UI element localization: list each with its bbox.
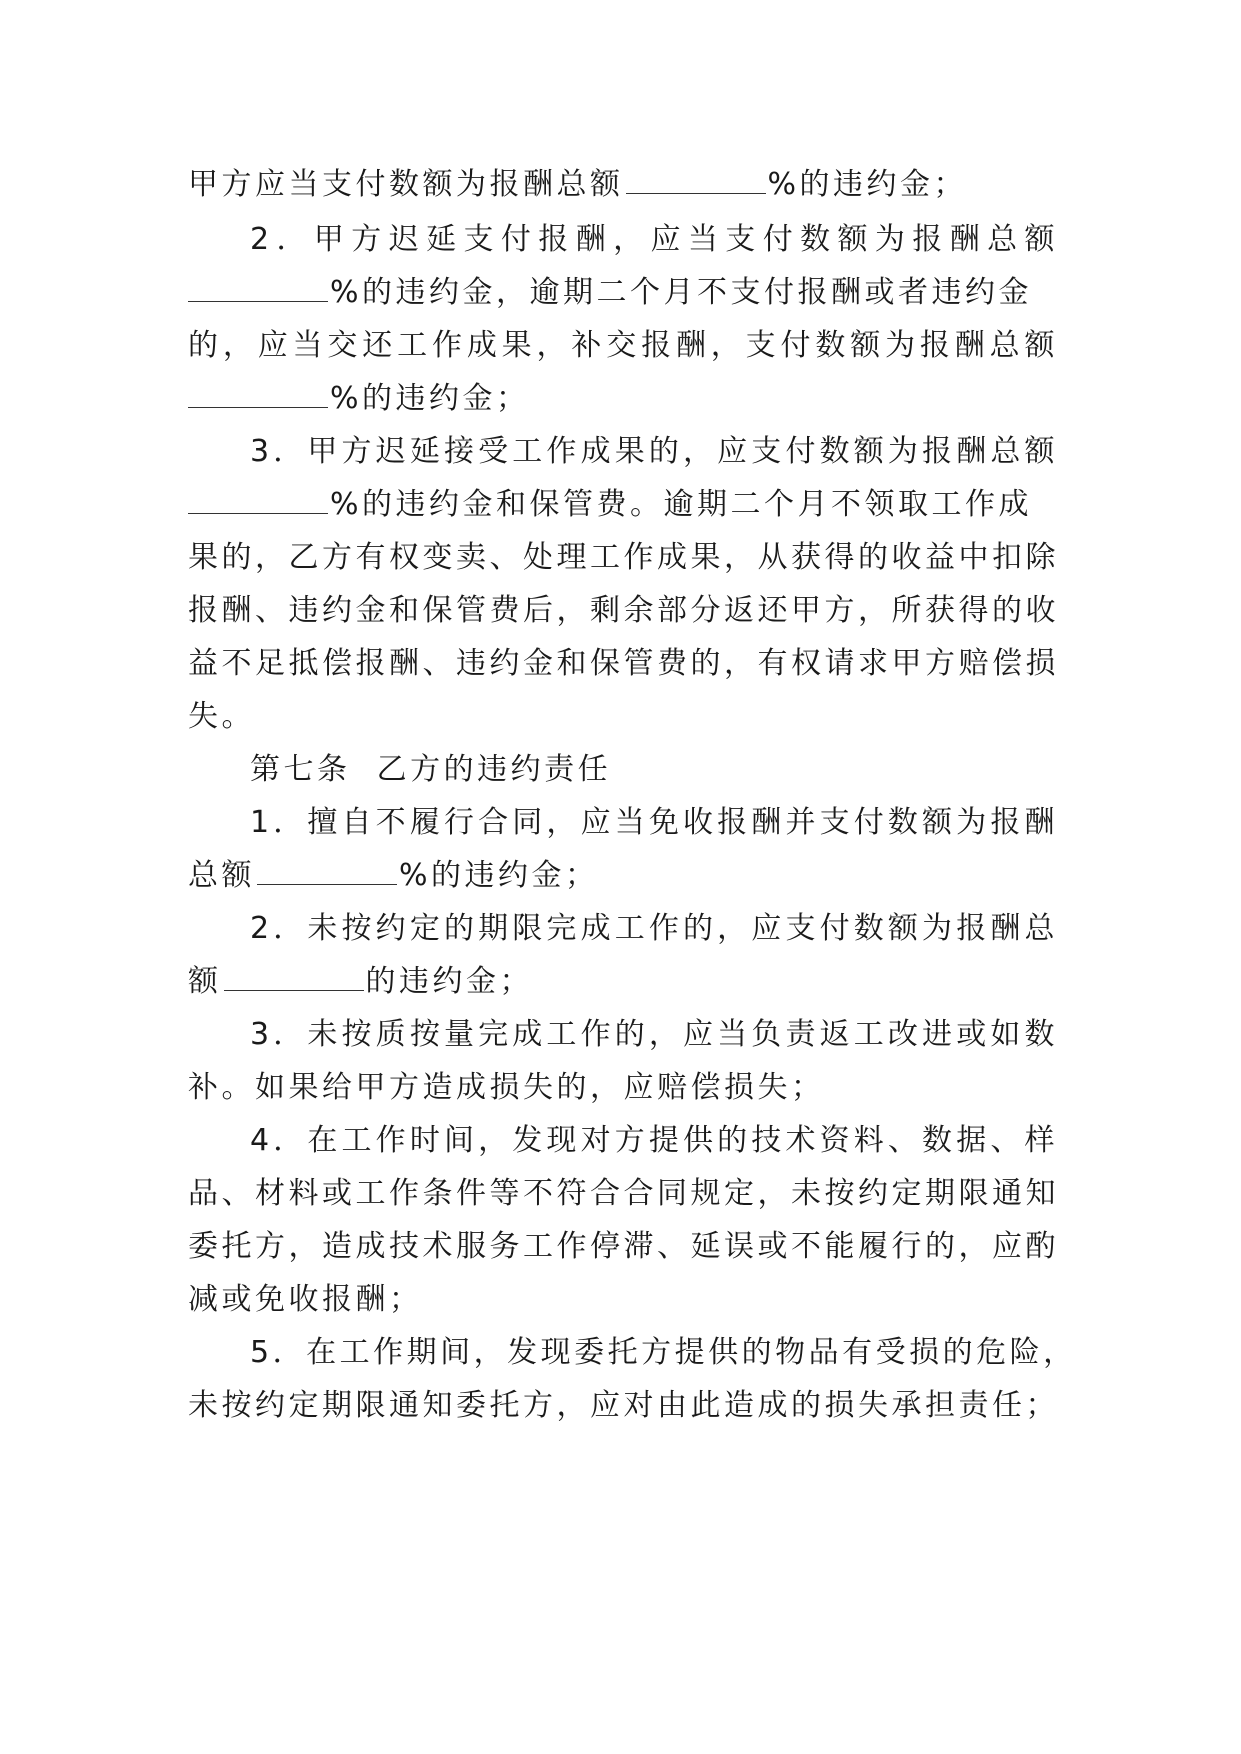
line-text: 减或免收报酬；	[188, 1282, 423, 1317]
fill-in-blank[interactable]	[257, 860, 397, 885]
text-line	[250, 1015, 1058, 1055]
text-line	[188, 591, 1058, 631]
heading-text: 第七条 乙方的违约责任	[250, 752, 612, 787]
line-text: 果的，乙方有权变卖、处理工作成果，从获得的收益中扣除	[188, 540, 1059, 575]
line-text: 2．未按约定的期限完成工作的，应支付数额为报酬总	[250, 911, 1058, 946]
fill-in-blank[interactable]	[188, 277, 328, 302]
text-line	[250, 803, 1058, 843]
text-line	[188, 1386, 1058, 1426]
line-text: 5．在工作期间，发现委托方提供的物品有受损的危险，	[250, 1335, 1077, 1370]
line-text: 甲方应当支付数额为报酬总额	[188, 167, 624, 202]
text-line	[188, 538, 1058, 578]
line-text: 失。	[188, 699, 255, 734]
text-line	[188, 962, 1058, 1002]
text-line	[188, 644, 1058, 684]
line-text: 3．未按质按量完成工作的，应当负责返工改进或如数	[250, 1017, 1058, 1052]
line-text: %的违约金；	[330, 381, 530, 416]
line-text: %的违约金；	[399, 858, 599, 893]
fill-in-blank[interactable]	[626, 169, 766, 194]
line-text: 的违约金；	[365, 964, 533, 999]
line-text: %的违约金，逾期二个月不支付报酬或者违约金	[330, 275, 1033, 310]
line-text: 的，应当交还工作成果，补交报酬，支付数额为报酬总额	[188, 328, 1058, 363]
line-text: 品、材料或工作条件等不符合合同规定，未按约定期限通知	[188, 1176, 1059, 1211]
text-line	[188, 1068, 1058, 1108]
text-line	[188, 856, 1058, 896]
text-line	[188, 1174, 1058, 1214]
line-text: 额	[188, 964, 222, 999]
line-text: 委托方，造成技术服务工作停滞、延误或不能履行的，应酌	[188, 1229, 1059, 1264]
line-text: 益不足抵偿报酬、违约金和保管费的，有权请求甲方赔偿损	[188, 646, 1059, 681]
text-line	[188, 1227, 1058, 1267]
text-line	[188, 273, 1058, 313]
line-text: 未按约定期限通知委托方，应对由此造成的损失承担责任；	[188, 1388, 1059, 1423]
line-text: %的违约金和保管费。逾期二个月不领取工作成	[330, 487, 1033, 522]
text-line	[188, 326, 1058, 366]
text-line	[250, 1121, 1058, 1161]
text-line	[250, 1333, 1077, 1373]
text-line	[188, 697, 1058, 737]
fill-in-blank[interactable]	[188, 489, 328, 514]
line-text: 2．甲方迟延支付报酬，应当支付数额为报酬总额	[250, 222, 1058, 257]
text-line	[250, 432, 1058, 472]
text-line	[188, 379, 1058, 419]
line-text: 3．甲方迟延接受工作成果的，应支付数额为报酬总额	[250, 434, 1058, 469]
text-line	[188, 1280, 1058, 1320]
line-text: 总额	[188, 858, 255, 893]
text-line	[188, 165, 1058, 205]
text-line	[250, 220, 1058, 260]
section-heading	[250, 750, 1120, 790]
line-text: 补。如果给甲方造成损失的，应赔偿损失；	[188, 1070, 825, 1105]
line-text: 4．在工作时间，发现对方提供的技术资料、数据、样	[250, 1123, 1058, 1158]
line-text: 报酬、违约金和保管费后，剩余部分返还甲方，所获得的收	[188, 593, 1059, 628]
fill-in-blank[interactable]	[224, 966, 364, 991]
line-text: 1．擅自不履行合同，应当免收报酬并支付数额为报酬	[250, 805, 1058, 840]
text-line	[250, 909, 1058, 949]
text-line	[188, 485, 1058, 525]
fill-in-blank[interactable]	[188, 383, 328, 408]
line-text: %的违约金；	[767, 167, 968, 202]
